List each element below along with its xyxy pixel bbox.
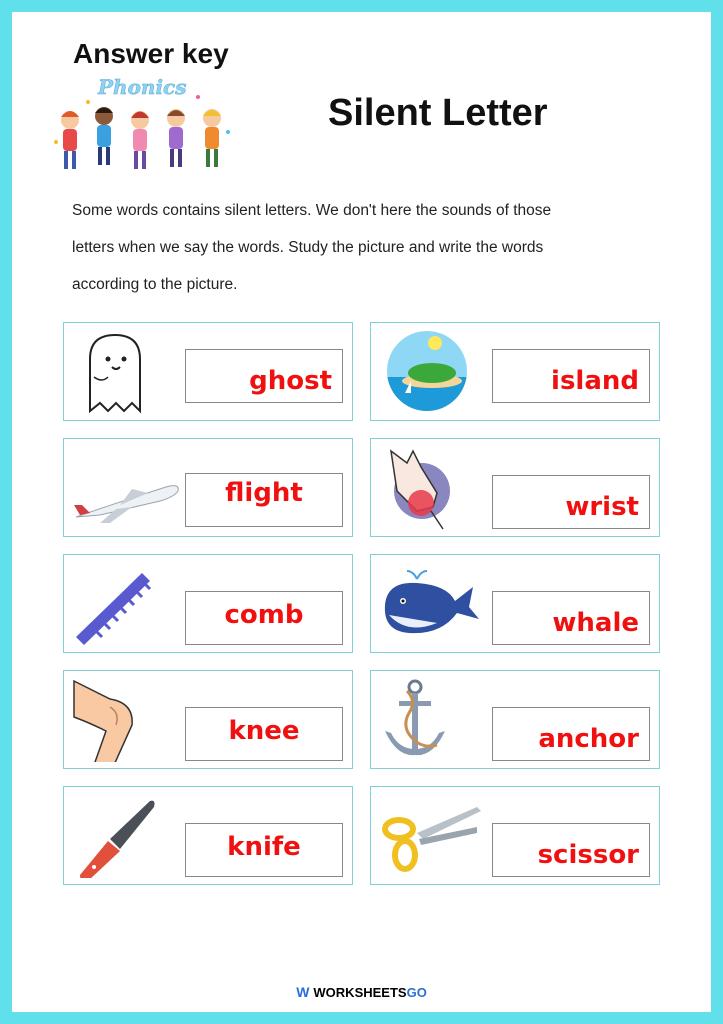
instructions-line: letters when we say the words. Study the picture and write the words xyxy=(72,239,544,256)
answer-box[interactable] xyxy=(185,823,343,877)
answer-word: anchor xyxy=(538,724,639,754)
answer-word: wrist xyxy=(565,492,639,522)
word-card-island xyxy=(370,322,660,421)
scissors-icon xyxy=(377,793,487,878)
word-card-ghost xyxy=(63,322,353,421)
answer-box[interactable] xyxy=(185,473,343,527)
word-card-flight xyxy=(63,438,353,537)
answer-box[interactable] xyxy=(492,475,650,529)
word-card-whale xyxy=(370,554,660,653)
anchor-icon xyxy=(377,677,487,762)
kid-figure xyxy=(131,111,149,169)
comb-icon xyxy=(70,561,180,646)
phonics-logo xyxy=(48,72,238,182)
footer-brand xyxy=(12,984,711,1000)
kid-figure xyxy=(203,109,221,167)
answer-word: flight xyxy=(225,478,303,508)
answer-box[interactable] xyxy=(185,707,343,761)
answer-box[interactable] xyxy=(492,823,650,877)
footer-brand-b: GO xyxy=(406,985,427,1000)
answer-word: whale xyxy=(552,608,639,638)
kid-figure xyxy=(167,109,185,167)
page-title: Silent Letter xyxy=(328,92,548,134)
phonics-logo-text: Phonics xyxy=(98,75,187,99)
kid-figure xyxy=(95,107,113,165)
word-card-knife xyxy=(63,786,353,885)
whale-icon xyxy=(377,561,487,646)
answer-box[interactable] xyxy=(185,591,343,645)
kid-figure xyxy=(61,111,79,169)
footer-brand-a: WORKSHEETS xyxy=(313,985,407,1000)
island-icon xyxy=(377,329,487,414)
answer-box[interactable] xyxy=(492,707,650,761)
instructions-line: according to the picture. xyxy=(72,276,238,293)
answer-key-label: Answer key xyxy=(73,38,229,69)
answer-box[interactable] xyxy=(185,349,343,403)
airplane-icon xyxy=(70,445,180,530)
worksheet-page xyxy=(12,12,711,1012)
answer-word: island xyxy=(551,366,639,396)
word-card-anchor xyxy=(370,670,660,769)
answer-word: knife xyxy=(227,832,301,862)
knife-icon xyxy=(70,793,180,878)
answer-word: scissor xyxy=(537,840,639,870)
knee-icon xyxy=(70,677,180,762)
ghost-icon xyxy=(70,329,180,414)
answer-box[interactable] xyxy=(492,349,650,403)
answer-box[interactable] xyxy=(492,591,650,645)
word-card-scissor xyxy=(370,786,660,885)
instructions-line: Some words contains silent letters. We don't here the sounds of those xyxy=(72,202,552,219)
word-card-wrist xyxy=(370,438,660,537)
answer-word: ghost xyxy=(249,366,332,396)
worksheetsgo-logo-icon: W xyxy=(296,984,310,1000)
answer-word: knee xyxy=(228,716,300,746)
word-card-comb xyxy=(63,554,353,653)
answer-word: comb xyxy=(224,600,304,630)
instructions xyxy=(72,192,672,303)
word-card-knee xyxy=(63,670,353,769)
wrist-icon xyxy=(377,445,487,530)
